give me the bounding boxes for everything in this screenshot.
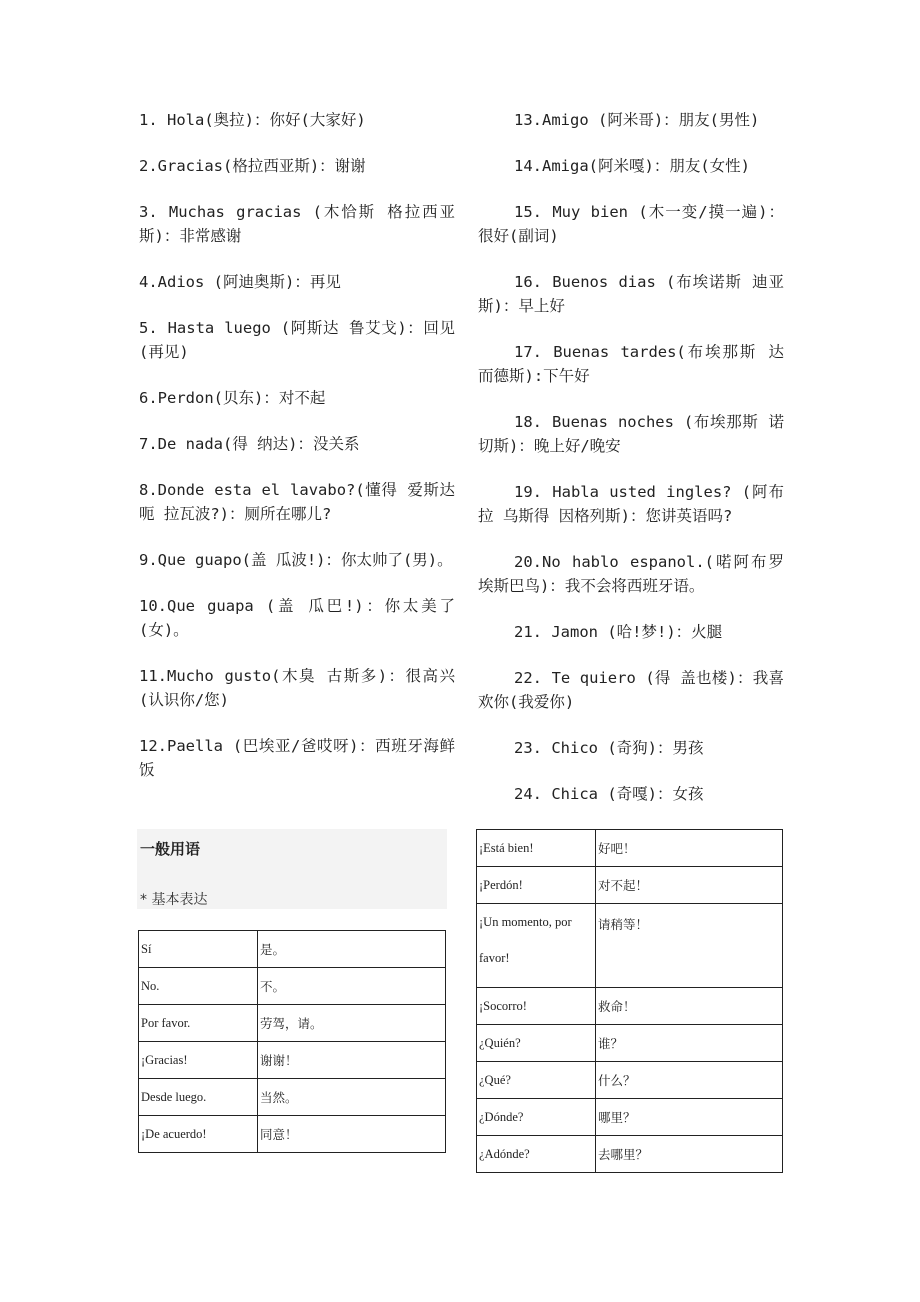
spanish-cell: ¡Está bien! [477, 830, 596, 867]
phrase-item: 20.No hablo espanol.(喏阿布罗埃斯巴鸟)：我不会将西班牙语。 [478, 553, 784, 595]
phrase-item: 19. Habla usted ingles? (阿布拉 乌斯得 因格列斯)：您讲英语吗? [478, 483, 784, 525]
chinese-cell: 谁？ [596, 1025, 783, 1062]
phrase-item: 15. Muy bien (木一变/摸一遍)：很好(副词) [478, 203, 784, 245]
table-row [477, 988, 783, 1025]
chinese-cell: 去哪里？ [596, 1136, 783, 1173]
section-title: 一般用语 [140, 840, 201, 858]
phrase-item: 13.Amigo (阿米哥)：朋友(男性) [514, 111, 760, 129]
phrase-item: 21. Jamon (哈!梦!)：火腿 [514, 623, 723, 641]
spanish-cell: ¡Socorro! [477, 988, 596, 1025]
chinese-cell: 好吧！ [596, 830, 783, 867]
table-row [477, 904, 783, 988]
spanish-cell: Sí [139, 931, 258, 968]
spanish-cell: ¿Qué? [477, 1062, 596, 1099]
chinese-cell: 当然。 [258, 1079, 446, 1116]
table-row [477, 1136, 783, 1173]
phrase-item: 9.Que guapo(盖 瓜波!)：你太帅了(男)。 [139, 551, 453, 569]
table-row [477, 830, 783, 867]
spanish-cell: No. [139, 968, 258, 1005]
table-row [139, 1042, 446, 1079]
phrase-item: 5. Hasta luego (阿斯达 鲁艾戈)：回见(再见) [139, 319, 455, 361]
phrase-item: 3. Muchas gracias (木恰斯 格拉西亚斯)：非常感谢 [139, 203, 455, 245]
spanish-cell: ¡Perdón! [477, 867, 596, 904]
table-row [477, 867, 783, 904]
phrase-item: 17. Buenas tardes(布埃那斯 达而德斯):下午好 [478, 343, 784, 385]
spanish-cell: ¡De acuerdo! [139, 1116, 258, 1153]
phrase-item: 1. Hola(奥拉)：你好(大家好) [139, 111, 366, 129]
table-row [477, 1062, 783, 1099]
spanish-cell: ¿Dónde? [477, 1099, 596, 1136]
phrase-item: 24. Chica (奇嘎)：女孩 [514, 785, 704, 803]
chinese-cell: 对不起！ [596, 867, 783, 904]
phrase-item: 11.Mucho gusto(木臭 古斯多)：很高兴(认识你/您) [139, 667, 455, 709]
chinese-cell: 不。 [258, 968, 446, 1005]
section-header-box [137, 829, 447, 909]
table-row [139, 1005, 446, 1042]
phrase-item: 16. Buenos dias (布埃诺斯 迪亚斯)：早上好 [478, 273, 784, 315]
phrase-item: 2.Gracias(格拉西亚斯)：谢谢 [139, 157, 366, 175]
table-row [139, 968, 446, 1005]
phrase-item: 8.Donde esta el lavabo?(懂得 爱斯达 呃 拉瓦波?)：厕所在哪儿? [139, 481, 455, 523]
table-row [477, 1025, 783, 1062]
table-row [139, 1079, 446, 1116]
table-row [139, 931, 446, 968]
chinese-cell: 什么？ [596, 1062, 783, 1099]
chinese-cell: 救命！ [596, 988, 783, 1025]
spanish-cell: ¡Un momento, por favor! [477, 904, 596, 988]
phrase-item: 6.Perdon(贝东)：对不起 [139, 389, 326, 407]
section-subtitle: * 基本表达 [140, 892, 208, 908]
chinese-cell: 哪里？ [596, 1099, 783, 1136]
chinese-cell: 同意！ [258, 1116, 446, 1153]
phrase-item: 14.Amiga(阿米嘎)：朋友(女性) [514, 157, 750, 175]
spanish-cell: ¿Quién? [477, 1025, 596, 1062]
chinese-cell: 请稍等！ [596, 904, 783, 988]
table-row [477, 1099, 783, 1136]
phrase-item: 18. Buenas noches (布埃那斯 诺切斯)：晚上好/晚安 [478, 413, 784, 455]
basic-expressions-table-right [476, 829, 783, 1173]
phrase-item: 22. Te quiero (得 盖也楼)：我喜欢你(我爱你) [478, 669, 784, 711]
phrase-item: 10.Que guapa (盖 瓜巴!)：你太美了(女)。 [139, 597, 455, 639]
basic-expressions-table-left [138, 930, 446, 1153]
spanish-cell: Por favor. [139, 1005, 258, 1042]
phrase-item: 12.Paella (巴埃亚/爸哎呀)：西班牙海鲜饭 [139, 737, 455, 779]
chinese-cell: 谢谢！ [258, 1042, 446, 1079]
phrase-list-left [139, 108, 455, 804]
chinese-cell: 是。 [258, 931, 446, 968]
spanish-cell: ¡Gracias! [139, 1042, 258, 1079]
phrase-list-right [478, 108, 784, 828]
phrase-item: 4.Adios (阿迪奥斯)：再见 [139, 273, 341, 291]
spanish-cell: Desde luego. [139, 1079, 258, 1116]
spanish-cell: ¿Adónde? [477, 1136, 596, 1173]
table-row [139, 1116, 446, 1153]
phrase-item: 23. Chico (奇狗)：男孩 [514, 739, 704, 757]
chinese-cell: 劳驾，请。 [258, 1005, 446, 1042]
phrase-item: 7.De nada(得 纳达)：没关系 [139, 435, 360, 453]
